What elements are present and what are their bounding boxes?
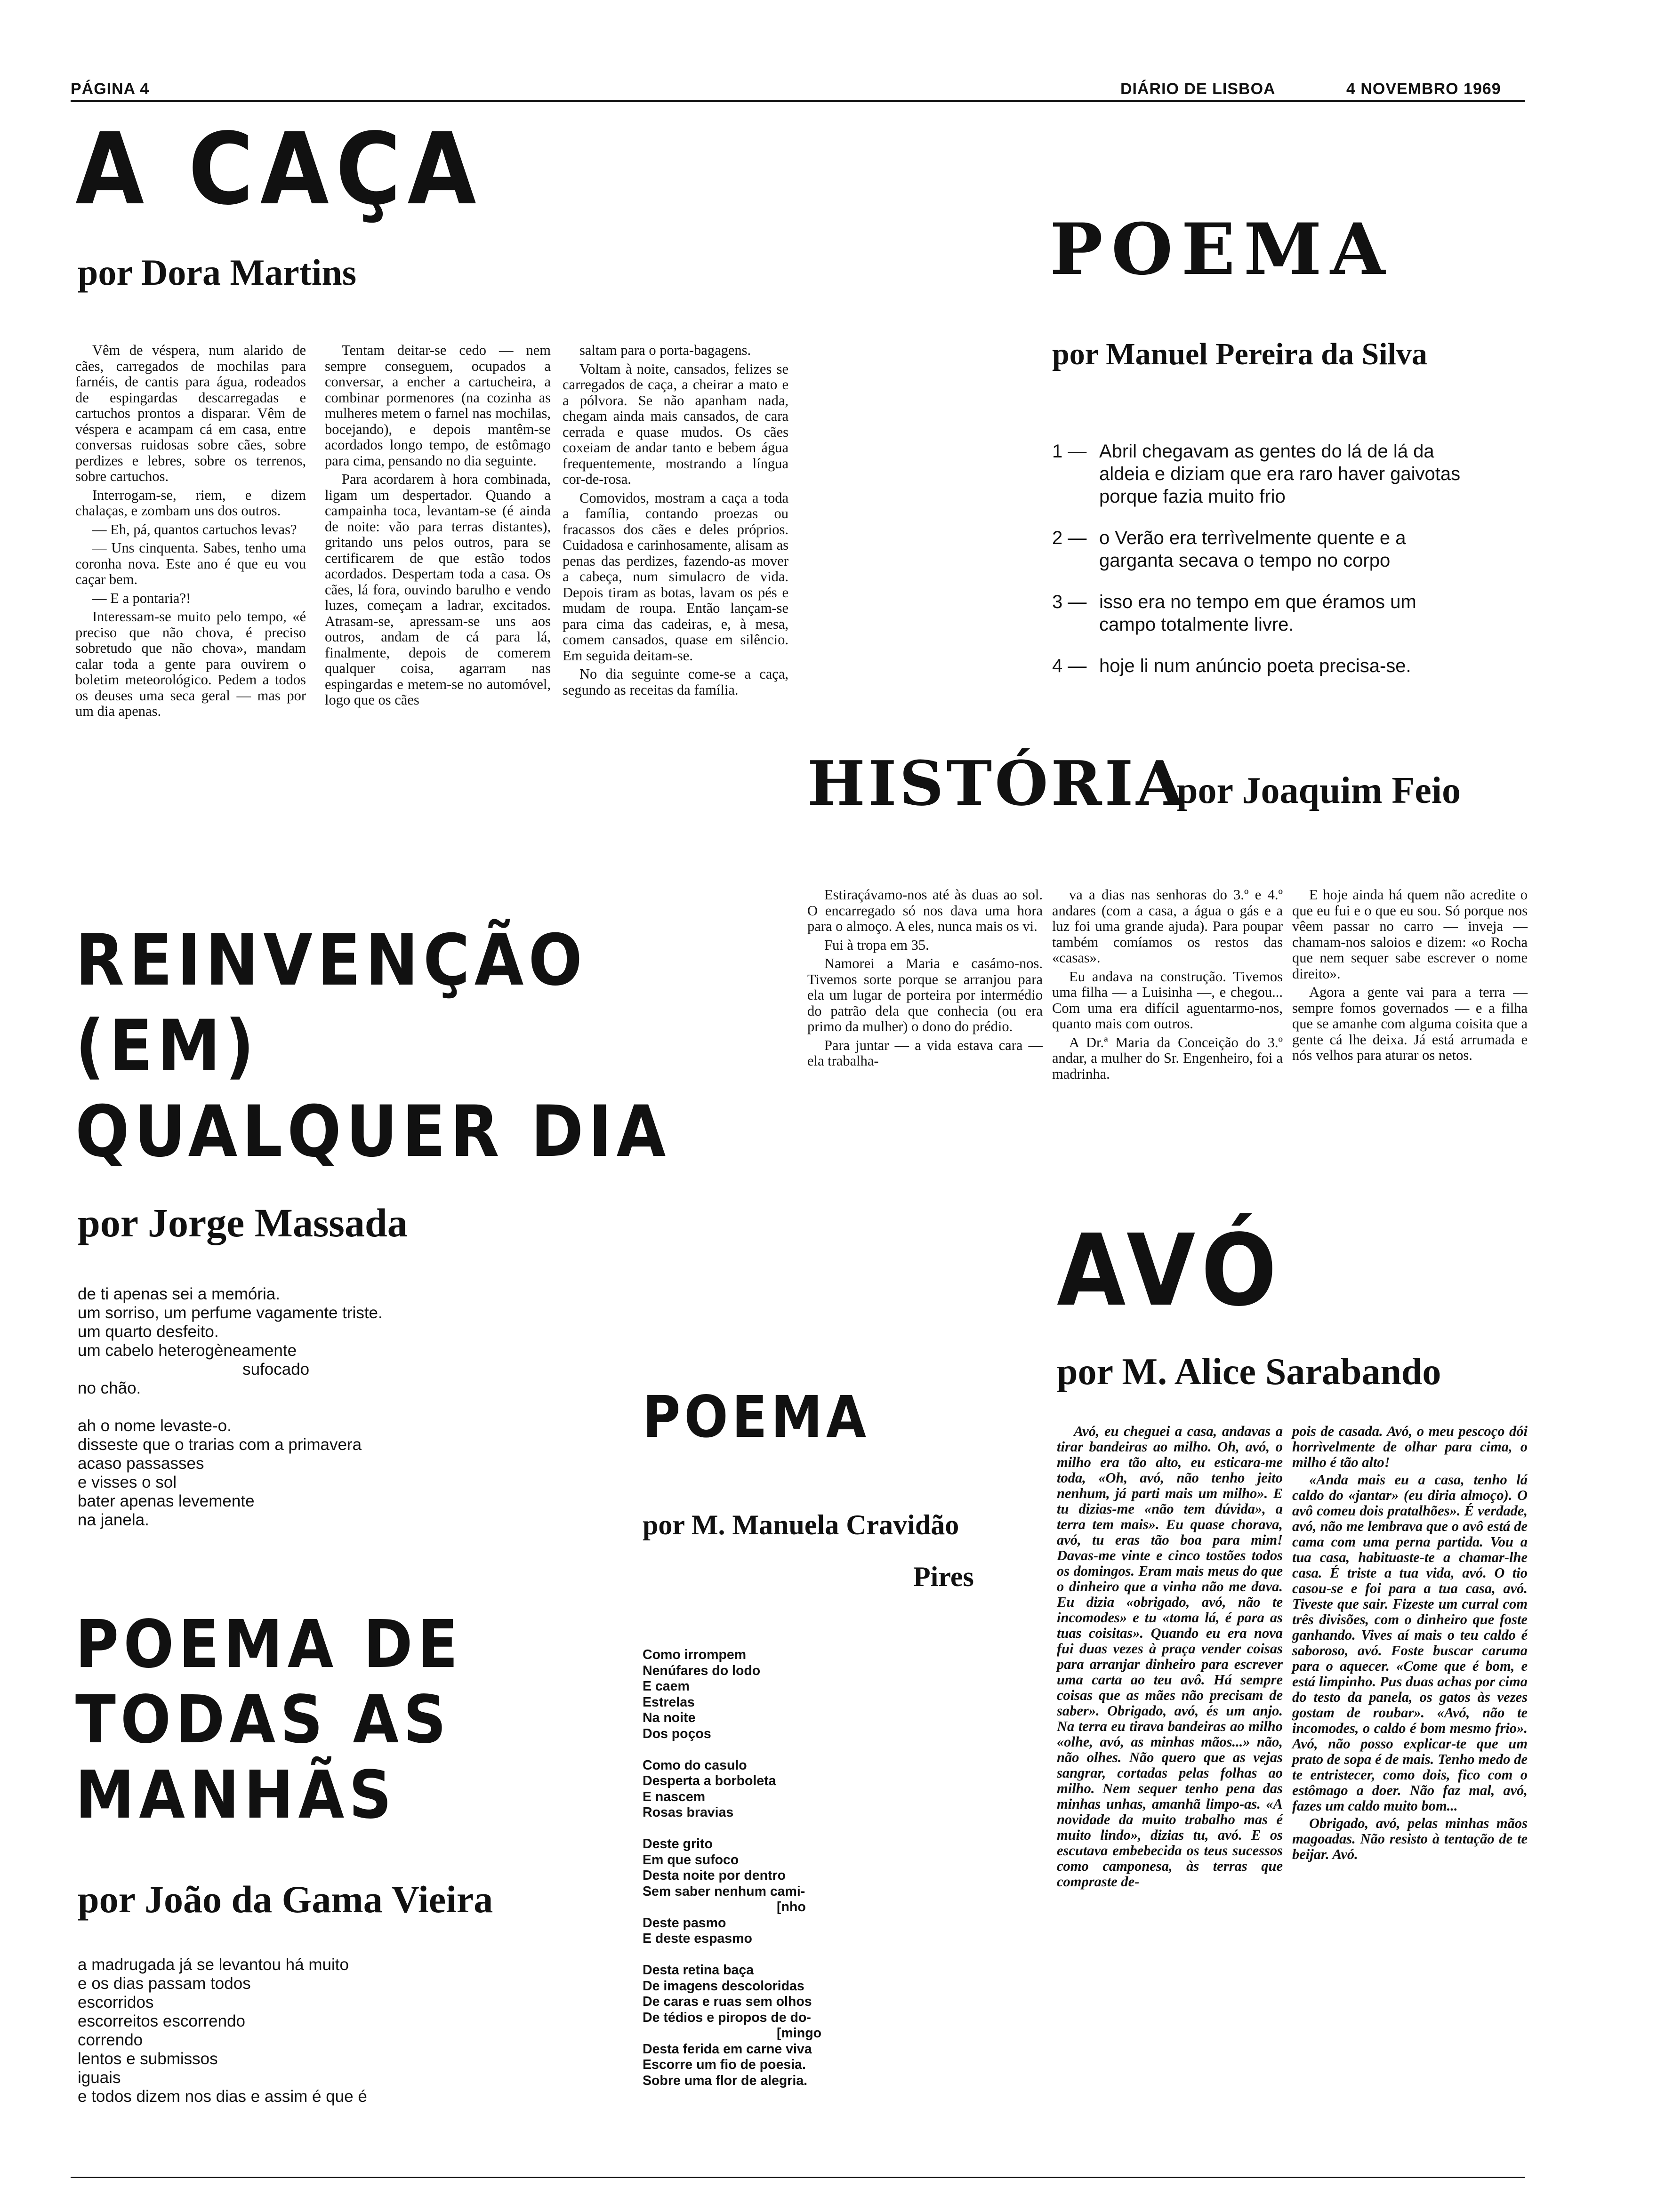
list-item — [1052, 591, 1462, 636]
poema-todas-title — [75, 1607, 463, 1833]
paragraph: — Uns cinquenta. Sabes, tenho uma coronha nova. Este ano é que eu vou caçar bem. — [75, 540, 306, 587]
list-item — [1052, 527, 1462, 572]
poema-todas-verse: a madrugada já se levantou há muito e os dias passam todos escorridos escorreitos escorrendo correndo lentos e submissos iguais e todos dizem nos dias e assim é que é — [78, 1956, 367, 2106]
item-number: 3 — — [1052, 592, 1087, 612]
paragraph: Eu andava na construção. Tivemos uma filha — a Luisinha —, e chegou... Com uma era difícil aguentarmo-nos, quanto mais com outros. — [1052, 968, 1283, 1032]
page-number: PÁGINA 4 — [71, 80, 150, 98]
caca-column-2 — [325, 343, 551, 711]
title-line: POEMA DE — [75, 1606, 463, 1683]
paragraph: pois de casada. Avó, o meu pescoço dói horrìvelmente de olhar para cima, o milho é tão alto! — [1292, 1423, 1528, 1470]
paragraph: Vêm de véspera, num alarido de cães, carregados de mochilas para farnéis, de cantis para água, rodeados de espingardas descarregadas e cartuchos prontos a disparar. Vêm de véspera e acampam cá em casa, entre conversas ruidosas sobre cães, sobre perdizes e lebres, sobre os terrenos, sobre cartuchos. — [75, 342, 306, 484]
item-number: 2 — — [1052, 528, 1087, 548]
paragraph: Interrogam-se, riem, e dizem chalaças, e zombam uns dos outros. — [75, 487, 306, 519]
poema-silva-list — [1052, 440, 1462, 696]
avo-column-1 — [1057, 1424, 1283, 1891]
newspaper-name: DIÁRIO DE LISBOA — [1120, 80, 1276, 98]
paragraph: — Eh, pá, quantos cartuchos levas? — [92, 521, 297, 537]
poema-pires-title: POEMA — [643, 1384, 870, 1451]
item-text: isso era no tempo em que éramos um campo totalmente livre. — [1099, 592, 1416, 635]
title-line: REINVENÇÃO — [75, 920, 587, 1002]
poema-silva-byline: por Manuel Pereira da Silva — [1052, 337, 1427, 371]
paragraph: Para acordarem à hora combinada, ligam um despertador. Quando a campainha toca, levantam-se (é ainda de noite: vão para terras distantes), gritando uns pelos outros, para se certificarem de que estão todos acordados. Despertam toda a casa. Os cães, lá fora, ouvindo barulho e vendo luzes, começam a ladrar, excitados. Atrasam-se, apressam-se uns aos outros, andam de cá para lá, finalmente, depois de comerem qualquer coisa, agarram nas espingardas e metem-se no automóvel, logo que os cães — [325, 471, 551, 708]
paragraph: Tentam deitar-se cedo — nem sempre conseguem, ocupados a conversar, a encher a cartucheira, a combinar pormenores (na cozinha as mulheres metem o farnel nas mochilas, bocejando), e depois mantêm-se acordados longo tempo, de estômago para cima, pensando no dia seguinte. — [325, 342, 551, 469]
title-line: (EM) — [75, 1005, 259, 1087]
item-text: o Verão era terrìvelmente quente e a garganta secava o tempo no corpo — [1099, 528, 1406, 571]
paragraph: No dia seguinte come-se a caça, segundo as receitas da família. — [563, 666, 788, 698]
avo-title: AVÓ — [1057, 1213, 1285, 1328]
poema-silva-title: POEMA — [1050, 208, 1394, 291]
title-line: QUALQUER DIA — [75, 1091, 671, 1173]
paragraph: saltam para o porta-bagagens. — [579, 342, 751, 358]
paragraph: Agora a gente vai para a terra — sempre fomos governados — e a filha que se amanhe com alguma coisita que a gente cá lhe deixa. Já está arrumada e nós velhos para aturar os netos. — [1292, 984, 1528, 1063]
historia-column-3 — [1292, 887, 1528, 1066]
historia-byline: por Joaquim Feio — [1177, 770, 1461, 811]
header-rule — [71, 100, 1525, 102]
paragraph: Namorei a Maria e casámo-nos. Tivemos sorte porque se arranjou para ela um lugar de porteira por intermédio do patrão dela que conhecia (ou era primo da mulher) o dono do prédio. — [807, 955, 1043, 1034]
list-item — [1052, 655, 1462, 677]
paragraph: Obrigado, avó, pelas minhas mãos magoadas. Não resisto à tentação de te beijar. Avó. — [1292, 1815, 1528, 1862]
paragraph: Comovidos, mostram a caça a toda a família, contando proezas ou fracassos dos cães e deles próprios. Cuidadosa e carinhosamente, alisam as penas das perdizes, fazendo-as mover a cabeça, num simulacro de vida. Depois tiram as botas, lavam os pés e mudam de roupa. Então lançam-se para cima das cadeiras, e, à mesa, comem cansados, quase em silêncio. Em seguida deitam-se. — [563, 489, 788, 664]
reinvencao-title — [75, 918, 670, 1175]
historia-column-2 — [1052, 887, 1283, 1085]
paragraph: A Dr.ª Maria da Conceição do 3.º andar, a mulher do Sr. Engenheiro, foi a madrinha. — [1052, 1034, 1283, 1082]
paragraph: Estiraçávamo-nos até às duas ao sol. O encarregado só nos dava uma hora para o almoço. A eles, nunca mais os vi. — [807, 887, 1043, 934]
issue-date: 4 NOVEMBRO 1969 — [1346, 80, 1501, 98]
reinvencao-byline: por Jorge Massada — [78, 1200, 408, 1245]
paragraph: Fui à tropa em 35. — [824, 937, 929, 953]
caca-column-3 — [563, 343, 788, 701]
title-line: MANHÃS — [75, 1757, 396, 1834]
paragraph: Interessam-se muito pelo tempo, «é preciso que não chova, é preciso sobretudo que não chova», mandam calar toda a gente para ouvirem o boletim meteorológico. Pedem a todos os deuses uma seca geral — mas por um dia apenas. — [75, 609, 306, 719]
paragraph: E hoje ainda há quem não acredite o que eu fui e o que eu sou. Só porque nos vêem passar no carro — inveja — chamam-nos saloios e dizem: «o Rocha que nem sequer sabe escrever o nome direito». — [1292, 887, 1528, 982]
paragraph: va a dias nas senhoras do 3.º e 4.º andares (com a casa, a água o gás e a luz foi uma grande ajuda). Para poupar também comíamos os restos das «casas». — [1052, 887, 1283, 966]
poema-pires-verse: Como irrompem Nenúfares do lodo E caem Estrelas Na noite Dos poços Como do casulo Desperta a borboleta E nascem Rosas bravias Deste grito Em que sufoco Desta noite por dentro Sem saber nenhum cami- [nho Deste pasmo E deste espasmo Desta retina baça De imagens descoloridas De caras e ruas sem olhos De tédios e piropos de do- [mingo Desta ferida em carne viva Escorre um fio de poesia. Sobre uma flor de alegria. — [643, 1647, 822, 2088]
historia-column-1 — [807, 887, 1043, 1072]
avo-column-2 — [1292, 1424, 1528, 1864]
list-item — [1052, 440, 1462, 508]
poema-pires-byline: por M. Manuela Cravidão — [643, 1509, 959, 1540]
title-line: TODAS AS — [75, 1682, 451, 1758]
paragraph: Voltam à noite, cansados, felizes se carregados de caça, a cheirar a mato e a pólvora. Se não apanham nada, chegam ainda mais cansados, de cara cerrada e quase mudos. Os cães coxeiam de andar tanto e bebem água frequentemente, mostrando a língua cor-de-rosa. — [563, 361, 788, 487]
caca-byline: por Dora Martins — [78, 252, 357, 293]
reinvencao-verse: de ti apenas sei a memória. um sorriso, um perfume vagamente triste. um quarto desfeito. um cabelo heterogèneamente sufocado no chão. ah o nome levaste-o. disseste que o trarias com a primavera acaso passasses e visses o sol bater apenas levemente na janela. — [78, 1285, 383, 1529]
avo-byline: por M. Alice Sarabando — [1057, 1351, 1441, 1393]
item-text: hoje li num anúncio poeta precisa-se. — [1099, 656, 1411, 676]
item-number: 1 — — [1052, 441, 1087, 462]
footer-rule — [71, 2177, 1525, 2178]
poema-pires-byline-cont: Pires — [913, 1561, 974, 1592]
paragraph: Avó, eu cheguei a casa, andavas a tirar bandeiras ao milho. Oh, avó, o milho era tão alto, eu esticara-me toda, «Oh, avó, não tenho jeito nenhum, já parti mais um milho». E tu dizias-me «não tem dúvida», a terra tem mais». Eu quase chorava, avó, tu eras tão boa para mim! Davas-me vinte e cinco tostões todos os domingos. Eram mais meus do que o dinheiro que a vinha não me dava. Eu dizia «obrigado, avó, não te incomodes» e tu «toma lá, é para as tuas coisitas». Quando eu era nova fui duas vezes à praça vender coisas para arranjar dinheiro para escrever uma carta ao teu avô. Há sempre coisas que as mães não precisam de saber». Obrigado, avó, és um anjo. Na terra eu tirava bandeiras ao milho «olhe, avó, as minhas mãos...» não, não olhes. Não quero que as vejas sangrar, cortadas pelas folhas ao milho. Nem sequer tenho pena das minhas unhas, amanhã limpo-as. «A novidade da muito trabalho mas é muito lindo», dizias tu, avó. E os escutava embebecida os teus sucessos como camponesa, às terras que compraste de- — [1057, 1423, 1283, 1890]
item-number: 4 — — [1052, 656, 1087, 676]
caca-title: A CAÇA — [75, 112, 483, 227]
item-text: Abril chegavam as gentes do lá de lá da aldeia e diziam que era raro haver gaivotas porque fazia muito frio — [1099, 441, 1461, 507]
paragraph: «Anda mais eu a casa, tenho lá caldo do «jantar» (eu diria almoço). O avô comeu dois pratalhões». É verdade, avó, não me lembrava que o avô está de cama com uma perna partida. Vou a tua casa, habituaste-te a chamar-lhe casa. É triste a tua vida, avó. O tio casou-se e foi para a tua casa, avó. Tiveste que sair. Fizeste um curral com três divisões, com o dinheiro que foste ganhando. Vives aí mais o teu caldo é saboroso, avó. Foste buscar caruma para o aquecer. «Come que é bom, e está limpinho. Pus duas achas por cima do testo da panela, os gatos às vezes gostam de roubar». «Avó, não te incomodes, o caldo é bom mesmo frio». Avó, não posso explicar-te que um prato de sopa é de mais. Tenho medo de te entristecer, como dois, fico com o estômago a doer. Não faz mal, avó, fazes um caldo muito bom... — [1292, 1472, 1528, 1814]
paragraph: — E a pontaria?! — [92, 590, 191, 606]
historia-title: HISTÓRIA — [807, 747, 1187, 819]
paragraph: Para juntar — a vida estava cara — ela trabalha- — [807, 1037, 1043, 1069]
caca-column-1 — [75, 343, 306, 722]
poema-todas-byline: por João da Gama Vieira — [78, 1878, 493, 1921]
